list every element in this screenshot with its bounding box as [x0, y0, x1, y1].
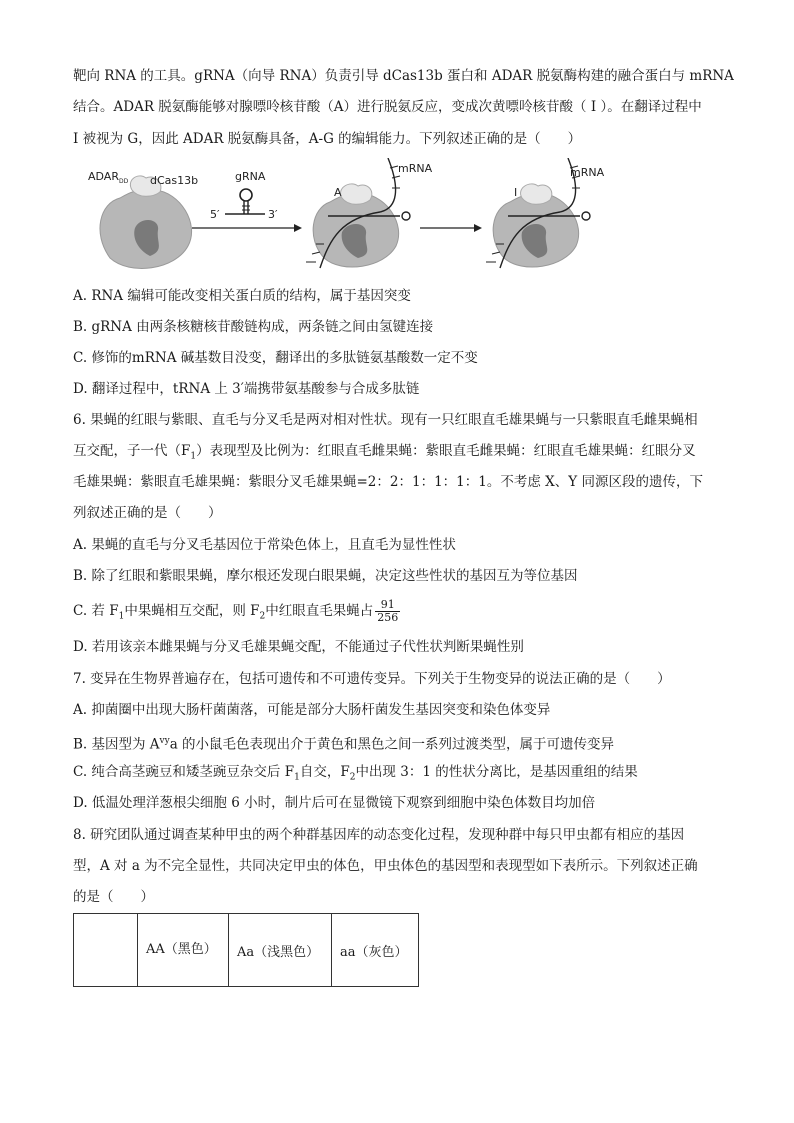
- q8-stem-line-1: 8. 研究团队通过调查某种甲虫的两个种群基因库的动态变化过程，发现种群中每只甲虫都有相应的基因: [73, 827, 685, 843]
- q8-stem-line-3: 的是（ ）: [73, 889, 154, 905]
- dcas13b-label: dCas13b: [150, 174, 199, 187]
- intro-line-1: 靶向 RNA 的工具。gRNA（向导 RNA）负责引导 dCas13b 蛋白和 ADAR 脱氨酶构建的融合蛋白与 mRNA: [73, 68, 734, 84]
- q7-stem: 7. 变异在生物界普遍存在，包括可遗传和不可遗传变异。下列关于生物变异的说法正确的是（ ）: [73, 671, 671, 687]
- rna-editing-diagram: [80, 158, 640, 276]
- three-prime-label: 3′: [268, 208, 278, 221]
- bound-complex-a-icon: [306, 158, 410, 268]
- q6-option-a: A. 果蝇的直毛与分叉毛基因位于常染色体上，且直毛为显性性状: [73, 537, 456, 553]
- table-cell-aa-black: AA（黑色）: [138, 914, 229, 987]
- table-cell-aa-light-black: Aa（浅黑色）: [229, 914, 332, 987]
- q6-option-d: D. 若用该亲本雌果蝇与分叉毛雄果蝇交配，不能通过子代性状判断果蝇性别: [73, 639, 524, 655]
- q6-option-c: C. 若 $F_1$中果蝇相互交配，则 $F_2$中红眼直毛果蝇占 $\frac{91}{256}$: [73, 598, 399, 624]
- q7-option-d: D. 低温处理洋葱根尖细胞 6 小时，制片后可在显微镜下观察到细胞中染色体数目均加倍: [73, 795, 596, 811]
- genotype-table: [73, 913, 419, 987]
- adar-dcas13b-protein-icon: [100, 176, 192, 269]
- arrow-icon: [192, 224, 302, 232]
- i-base-label: I: [514, 186, 518, 199]
- q5-option-c: C. 修饰的mRNA 碱基数目没变，翻译出的多肽链氨基酸数一定不变: [73, 350, 478, 366]
- table-cell-aa-gray: aa（灰色）: [332, 914, 419, 987]
- mrna-label-1: mRNA: [398, 162, 433, 175]
- fraction: $\frac{91}{256}$: [377, 598, 399, 624]
- q6-stem-line-3: 毛雄果蝇：紫眼直毛雄果蝇：紫眼分叉毛雄果蝇=2：2：1：1：1：1。不考虑 X、Y 同源区段的遗传，下: [73, 474, 703, 490]
- grna-hairpin-icon: [225, 189, 265, 214]
- table-row: [74, 914, 419, 987]
- q6-stem-line-4: 列叙述正确的是（ ）: [73, 505, 222, 521]
- q5-option-a: A. RNA 编辑可能改变相关蛋白质的结构，属于基因突变: [73, 288, 411, 304]
- q6-stem-line-1: 6. 果蝇的红眼与紫眼、直毛与分叉毛是两对相对性状。现有一只红眼直毛雄果蝇与一只紫眼直毛雌果蝇相: [73, 412, 698, 428]
- arrow-icon: [420, 224, 482, 232]
- adar-label: $ADAR_{DD}$: [88, 170, 129, 185]
- intro-line-3: I 被视为 G，因此 ADAR 脱氨酶具备，A-G 的编辑能力。下列叙述正确的是（ ）: [73, 131, 582, 147]
- q5-option-b: B. gRNA 由两条核糖核苷酸链构成，两条链之间由氢键连接: [73, 319, 434, 335]
- mrna-label-2: mRNA: [570, 166, 605, 179]
- table-cell-empty: [74, 914, 138, 987]
- q7-option-b: B. 基因型为 $A^{vy}a$ 的小鼠毛色表现出介于黄色和黑色之间一系列过渡类型，属于可遗传变异: [73, 736, 615, 753]
- grna-label: gRNA: [235, 170, 266, 183]
- intro-line-2: 结合。ADAR 脱氨酶能够对腺嘌呤核苷酸（A）进行脱氨反应，变成次黄嘌呤核苷酸（ I ）。在翻译过程中: [73, 99, 702, 115]
- q7-option-a: A. 抑菌圈中出现大肠杆菌菌落，可能是部分大肠杆菌发生基因突变和染色体变异: [73, 702, 551, 718]
- q5-option-d: D. 翻译过程中，tRNA 上 3′端携带氨基酸参与合成多肽链: [73, 381, 420, 397]
- a-base-label: A: [334, 186, 342, 199]
- q7-option-c: C. 纯合高茎豌豆和矮茎豌豆杂交后 $F_1$自交，$F_2$中出现 3：1 的性状分离比，是基因重组的结果: [73, 764, 638, 783]
- q6-option-b: B. 除了红眼和紫眼果蝇，摩尔根还发现白眼果蝇，决定这些性状的基因互为等位基因: [73, 568, 578, 584]
- q8-stem-line-2: 型，A 对 a 为不完全显性，共同决定甲虫的体色，甲虫体色的基因型和表现型如下表所示。下列叙述正确: [73, 858, 698, 874]
- five-prime-label: 5′: [210, 208, 220, 221]
- q6-stem-line-2: 互交配，子一代$(F_1)$表现型及比例为：红眼直毛雌果蝇：紫眼直毛雌果蝇：红眼直毛雄果蝇：红眼分叉: [73, 443, 696, 462]
